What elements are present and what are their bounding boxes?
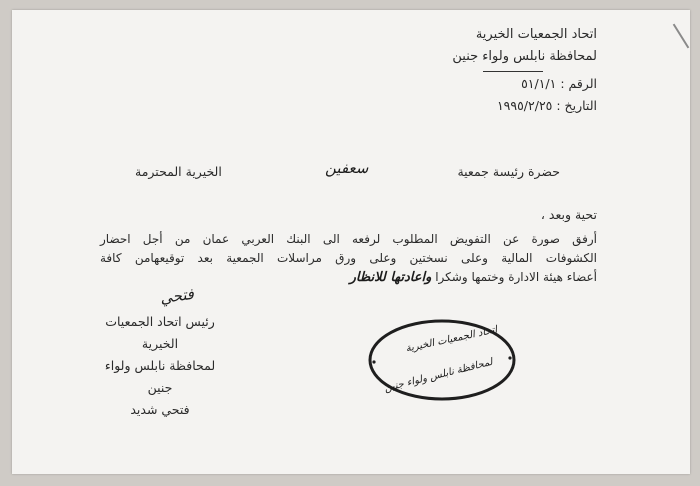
salutation-prefix: حضرة رئيسة جمعية xyxy=(457,164,560,179)
signatory-region: لمحافظة نابلس ولواء جنين xyxy=(104,358,216,395)
body-line-text: أعضاء هيئة الادارة وختمها وشكرا xyxy=(435,270,597,284)
handwritten-signature: فتحي xyxy=(158,284,195,308)
official-stamp xyxy=(367,318,517,402)
letterhead-line2: لمحافظة نابلس ولواء جنين xyxy=(452,49,597,64)
reference-label: الرقم : xyxy=(560,76,597,91)
body-handwritten-text: واعادتها للانظار xyxy=(349,270,432,285)
date-label: التاريخ : xyxy=(556,98,597,113)
signatory-name: فتحي شديد xyxy=(130,402,190,417)
body-line: الكشوفات المالية وعلى نسختين وعلى ورق مراسلات الجمعية بعد توقيعهامن كافة xyxy=(100,251,597,265)
pen-mark xyxy=(673,24,690,49)
salutation-suffix: الخيرية المحترمة xyxy=(135,164,222,179)
signatory-title: رئيس اتحاد الجمعيات الخيرية xyxy=(105,314,215,351)
body-line: أرفق صورة عن التفويض المطلوب لرفعه الى البنك العربي عمان من أجل احضار xyxy=(100,232,597,246)
reference-value: ٥١/١/١ xyxy=(521,76,557,91)
stamp-bottom-text: لمحافظة نابلس ولواء جنين xyxy=(383,356,494,395)
letterhead-divider xyxy=(483,71,543,72)
date-value: ١٩٩٥/٢/٢٥ xyxy=(496,98,553,113)
signature-block xyxy=(95,311,225,421)
greeting: تحية وبعد ، xyxy=(540,207,597,222)
body-line xyxy=(350,269,597,286)
reference-number xyxy=(521,76,597,92)
stamp-top-text: اتحاد الجمعيات الخيرية xyxy=(404,324,499,355)
letter-date xyxy=(497,98,597,114)
letterhead-line1: اتحاد الجمعيات الخيرية xyxy=(475,27,597,42)
salutation-handwritten-name: سعفين xyxy=(325,159,369,177)
